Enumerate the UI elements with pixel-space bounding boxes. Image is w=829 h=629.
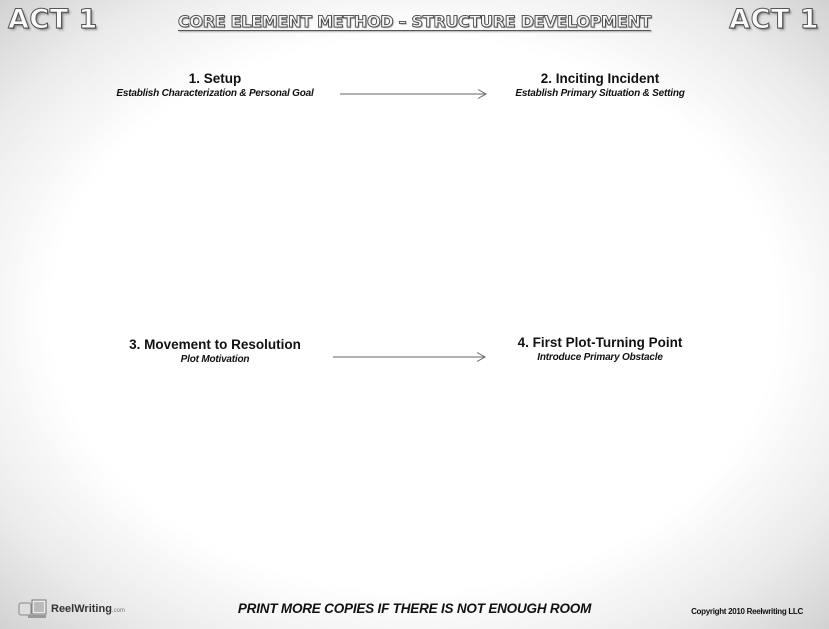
copyright: Copyright 2010 Reelwriting LLC [691,607,803,616]
step-movement-to-resolution [100,336,330,366]
step-setup-title: 1. Setup [188,71,242,86]
step-inciting-incident-subtitle: Establish Primary Situation & Setting [515,88,685,99]
page-title-text: CORE ELEMENT METHOD – STRUCTURE DEVELOPMENT [177,12,652,31]
arrow-right-icon [340,88,490,100]
act-label-left: ACT 1 [8,4,98,35]
step-movement-to-resolution-subtitle: Plot Motivation [180,354,250,365]
arrow-right-icon [333,351,489,363]
step-first-plot-turning-point-subtitle: Introduce Primary Obstacle [537,352,663,363]
step-setup-subtitle: Establish Characterization & Personal Goal [116,88,314,99]
print-copies-note: PRINT MORE COPIES IF THERE IS NOT ENOUGH ROOM [237,601,592,616]
logo-text: ReelWriting.com [51,603,125,615]
step-first-plot-turning-point [490,334,710,364]
step-inciting-incident-title: 2. Inciting Incident [540,71,660,86]
step-first-plot-turning-point-title: 4. First Plot-Turning Point [517,335,683,350]
step-inciting-incident [490,70,710,100]
step-movement-to-resolution-title: 3. Movement to Resolution [129,337,301,352]
act-label-right: ACT 1 [729,4,819,35]
step-setup [100,70,330,100]
page-title [0,12,829,31]
